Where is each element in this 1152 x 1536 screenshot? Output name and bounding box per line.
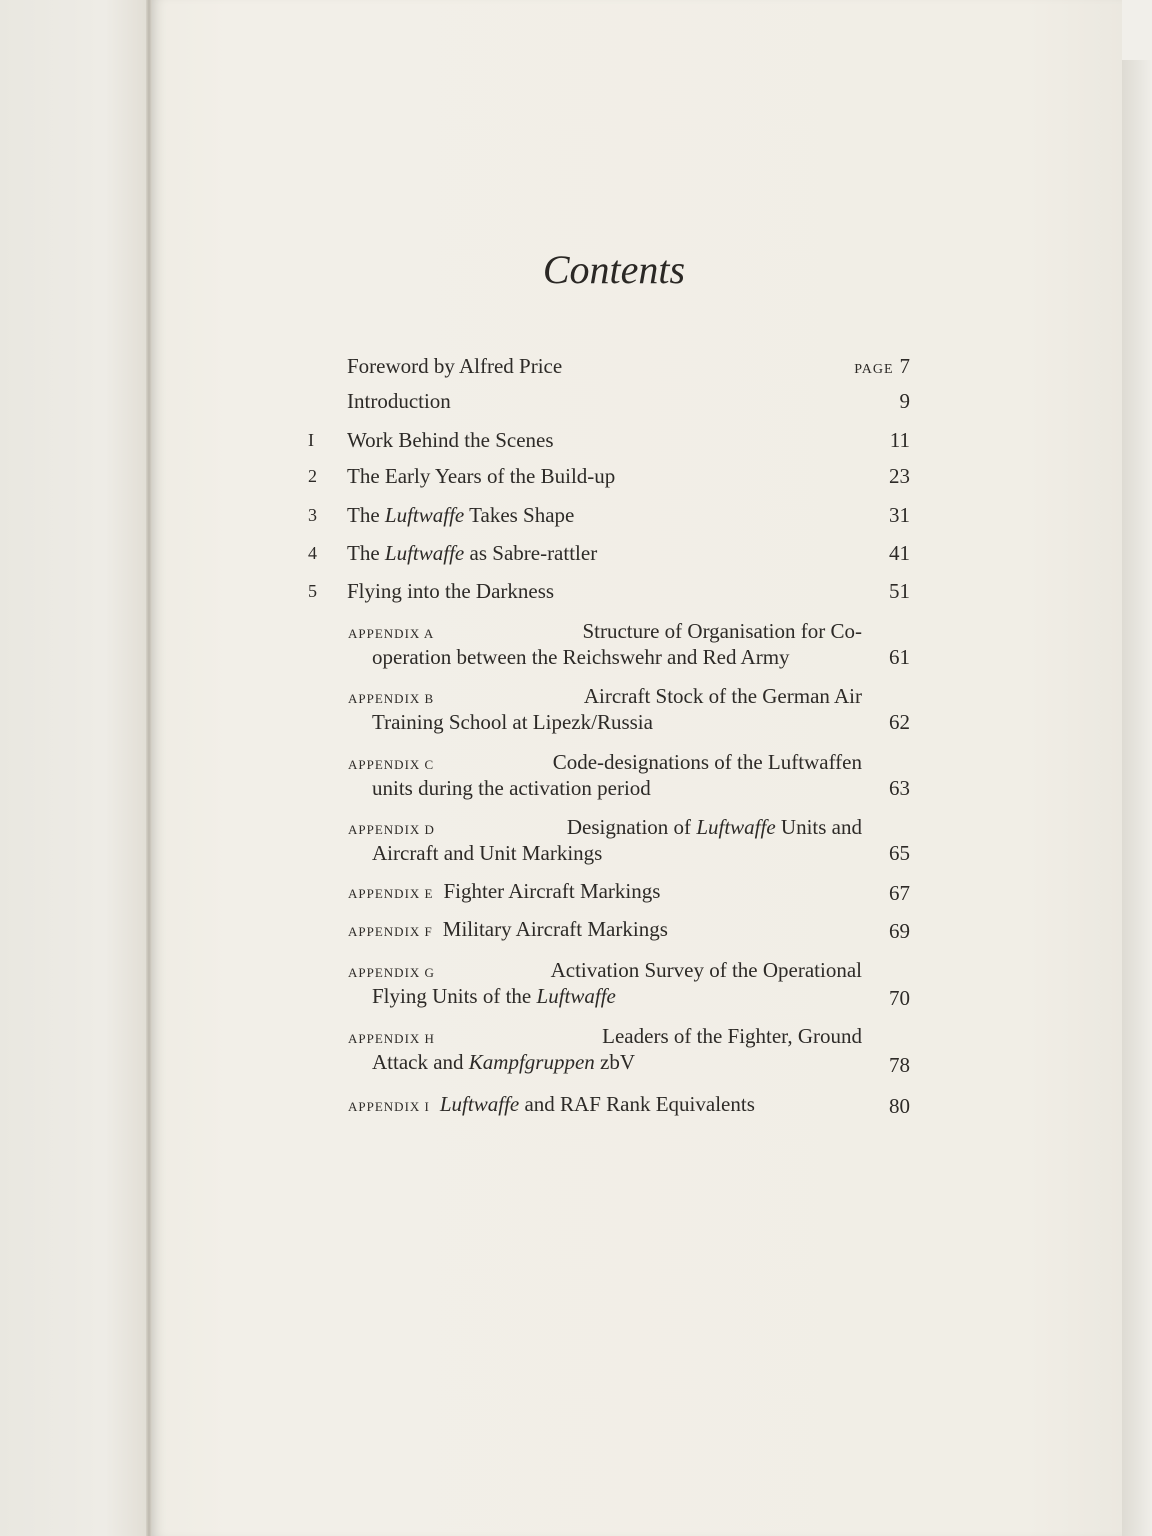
appendix-line-2: Flying Units of the Luftwaffe xyxy=(372,984,616,1008)
appendix-title: Fighter Aircraft Markings xyxy=(443,879,661,903)
appendix-title: Leaders of the Fighter, Ground xyxy=(602,1024,862,1048)
appendix-title: Designation of Luftwaffe Units and xyxy=(566,815,862,839)
page-number: 63 xyxy=(889,776,910,800)
appendix-line-2: operation between the Reichswehr and Red Army xyxy=(372,645,790,669)
page-number: 11 xyxy=(889,428,910,452)
appendix-title: Code-designations of the Luftwaffen xyxy=(552,750,862,774)
appendix-line-1 xyxy=(348,957,862,986)
entry-title: Foreword by Alfred Price xyxy=(347,354,563,378)
appendix-label: APPENDIX A xyxy=(348,626,435,641)
page-number: 9 xyxy=(899,389,910,413)
page-number: 78 xyxy=(889,1053,910,1077)
entry-title: The Luftwaffe as Sabre-rattler xyxy=(347,541,598,565)
toc-entry-appendix-f xyxy=(348,916,910,946)
page-number: 69 xyxy=(889,919,910,943)
appendix-line-2: Aircraft and Unit Markings xyxy=(372,841,603,865)
appendix-label: APPENDIX H xyxy=(348,1031,435,1046)
toc-entry-appendix-a xyxy=(348,618,910,678)
appendix-label: APPENDIX E xyxy=(348,886,434,901)
toc-entry-appendix-b xyxy=(348,683,910,743)
entry-title: Work Behind the Scenes xyxy=(347,428,554,452)
appendix-title: Military Aircraft Markings xyxy=(442,917,668,941)
chapter-number: I xyxy=(308,430,314,450)
entry-title: Flying into the Darkness xyxy=(347,579,555,603)
chapter-number: 5 xyxy=(308,581,317,601)
toc-entry-appendix-g xyxy=(348,957,910,1017)
appendix-line-1 xyxy=(348,1091,755,1120)
appendix-line-2: Attack and Kampfgruppen zbV xyxy=(372,1050,636,1074)
page-number: 7 xyxy=(899,354,910,378)
page-title: Contents xyxy=(542,247,686,292)
appendix-label: APPENDIX G xyxy=(348,965,435,980)
appendix-label: APPENDIX D xyxy=(348,822,435,837)
entry-title: The Luftwaffe Takes Shape xyxy=(347,503,575,527)
page-number: 67 xyxy=(889,881,910,905)
chapter-number: 4 xyxy=(308,543,317,563)
entry-page xyxy=(854,353,910,383)
page-number: 31 xyxy=(889,503,910,527)
appendix-line-2: units during the activation period xyxy=(372,776,651,800)
appendix-line-1 xyxy=(348,749,862,778)
appendix-title: Structure of Organisation for Co- xyxy=(582,619,862,643)
page-number: 62 xyxy=(889,710,910,734)
toc-entry-appendix-i xyxy=(348,1091,910,1121)
page-label: PAGE xyxy=(854,362,894,377)
appendix-title: Aircraft Stock of the German Air xyxy=(583,684,862,708)
page-number: 51 xyxy=(889,579,910,603)
entry-title: Introduction xyxy=(347,389,451,413)
appendix-label: APPENDIX C xyxy=(348,757,435,772)
appendix-line-1 xyxy=(348,916,668,945)
page-number: 65 xyxy=(889,841,910,865)
appendix-label: APPENDIX F xyxy=(348,924,433,939)
page-number: 80 xyxy=(889,1094,910,1118)
appendix-line-2: Training School at Lipezk/Russia xyxy=(372,710,653,734)
appendix-line-1 xyxy=(348,1023,862,1052)
appendix-line-1 xyxy=(348,683,862,712)
page-number: 23 xyxy=(889,464,910,488)
chapter-number: 2 xyxy=(308,466,317,486)
toc-entry-appendix-c xyxy=(348,749,910,809)
appendix-label: APPENDIX I xyxy=(348,1099,430,1114)
appendix-label: APPENDIX B xyxy=(348,691,435,706)
page-number: 70 xyxy=(889,986,910,1010)
chapter-number: 3 xyxy=(308,505,317,525)
appendix-line-1 xyxy=(348,618,862,647)
toc-entry-appendix-h xyxy=(348,1023,910,1083)
page-number: 41 xyxy=(889,541,910,565)
appendix-line-1 xyxy=(348,814,862,843)
page-number: 61 xyxy=(889,645,910,669)
entry-title: The Early Years of the Build-up xyxy=(347,464,616,488)
appendix-line-1 xyxy=(348,878,660,907)
appendix-title: Activation Survey of the Operational xyxy=(550,958,862,982)
left-page xyxy=(0,0,150,1536)
toc-entry-appendix-e xyxy=(348,878,910,908)
appendix-title: Luftwaffe and RAF Rank Equivalents xyxy=(439,1092,755,1116)
toc-entry-appendix-d xyxy=(348,814,910,874)
